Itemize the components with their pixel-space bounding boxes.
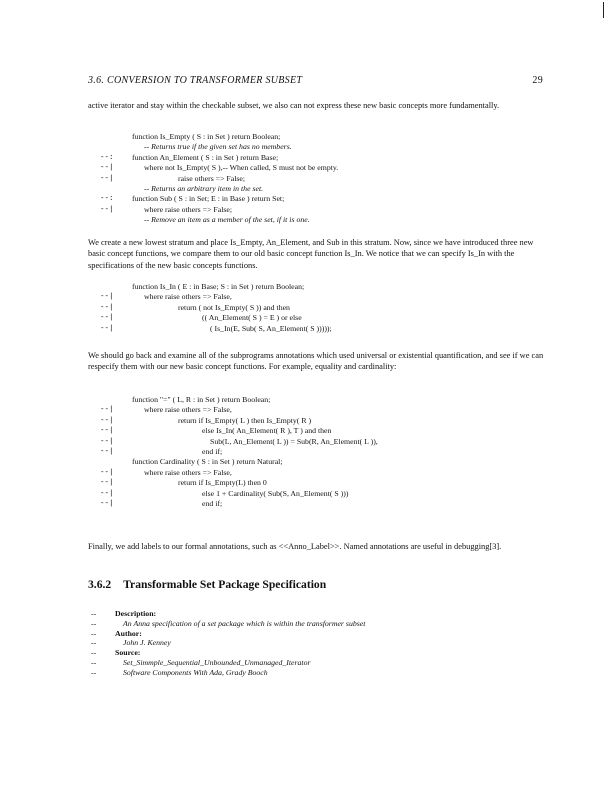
- annotation-marker: --|: [100, 479, 114, 488]
- annotation-marker: --:: [100, 195, 114, 204]
- comment-dash: --: [91, 609, 97, 618]
- code-text: where raise others => False,: [144, 292, 232, 302]
- code-text: end if;: [202, 446, 223, 456]
- comment-dash: --: [91, 667, 97, 677]
- code-text: raise others => False;: [178, 173, 246, 183]
- comment-dash: --: [91, 618, 97, 628]
- annotation-value: Set_Simmple_Sequential_Unbounded_Unmanaged_Iterator: [123, 657, 311, 667]
- annotation-marker: --|: [100, 489, 114, 498]
- page-edge-mark: [603, 2, 604, 18]
- code-text: function Cardinality ( S : in Set ) return Natural;: [132, 457, 283, 467]
- annotation-marker: --|: [100, 314, 114, 323]
- comment-dash: --: [91, 648, 97, 658]
- annotation-marker: --|: [100, 447, 114, 456]
- paragraph-4: Finally, we add labels to our formal annotations, such as <<Anno_Label>>. Named annotations are useful in debugging[3].: [88, 542, 502, 551]
- code-text: else 1 + Cardinality( Sub(S, An_Element( S ))): [202, 488, 349, 498]
- annotation-label: Author:: [115, 628, 142, 638]
- code-text: return if Is_Empty(L) then 0: [178, 478, 267, 488]
- page-number: 29: [532, 75, 543, 86]
- section-title: Transformable Set Package Specification: [123, 578, 327, 591]
- annotation-marker: --|: [100, 468, 114, 477]
- code-comment: -- Returns true if the given set has no members.: [144, 142, 292, 152]
- code-text: Sub(L, An_Element( L )) = Sub(R, An_Element( L )),: [210, 436, 378, 446]
- annotation-label: Description:: [115, 609, 157, 618]
- code-text: function Is_In ( E : in Base; S : in Set ) return Boolean;: [132, 282, 305, 291]
- annotation-marker: --|: [100, 406, 114, 415]
- annotation-marker: --|: [100, 205, 114, 214]
- annotation-marker: --|: [100, 293, 114, 302]
- code-text: where raise others => False,: [144, 467, 232, 477]
- annotation-marker: --|: [100, 164, 114, 173]
- comment-dash: --: [91, 638, 97, 648]
- annotation-value: John J. Kenney: [123, 638, 171, 648]
- code-text: else Is_In( An_Element( R ), T ) and then: [202, 426, 332, 436]
- code-text: where not Is_Empty( S ),-- When called, S must not be empty.: [144, 163, 339, 173]
- annotation-marker: --|: [100, 324, 114, 333]
- annotation-marker: --|: [100, 437, 114, 446]
- code-text: function Is_Empty ( S : in Set ) return Boolean;: [132, 132, 281, 141]
- comment-dash: --: [91, 628, 97, 638]
- code-text: function Sub ( S : in Set; E : in Base ) return Set;: [132, 194, 285, 204]
- annotation-marker: --|: [100, 416, 114, 425]
- annotation-value: Software Components With Ada, Grady Booch: [123, 667, 268, 677]
- code-comment: -- Remove an item as a member of the set, if it is one.: [144, 215, 310, 225]
- code-text: end if;: [202, 498, 223, 508]
- paragraph-1: active iterator and stay within the checkable subset, we also can not express these new basic concepts more fundamentally.: [88, 101, 500, 110]
- code-text: where raise others => False,: [144, 405, 232, 415]
- code-text: function An_Element ( S : in Set ) return Base;: [132, 152, 279, 162]
- annotation-marker: --|: [100, 427, 114, 436]
- annotation-marker: --|: [100, 174, 114, 183]
- paragraph-2: We create a new lowest stratum and place Is_Empty, An_Element, and Sub in this stratum. Now, since we have introduced three new basic concept functions, we compare them to our old basic concept function Is_In. We notice that we can specify Is_In with the specifications of the new basic concepts functions.: [88, 238, 534, 270]
- annotation-marker: --|: [100, 499, 114, 508]
- code-text: ( Is_In(E, Sub( S, An_Element( S )))));: [210, 323, 332, 333]
- code-text: return if Is_Empty( L ) then Is_Empty( R ): [178, 415, 312, 425]
- annotation-label: Source:: [115, 648, 141, 658]
- code-comment: -- Returns an arbitrary item in the set.: [144, 183, 264, 193]
- annotation-marker: --|: [100, 303, 114, 312]
- code-text: (( An_Element( S ) = E ) or else: [202, 313, 302, 323]
- paragraph-3: We should go back and examine all of the subprograms annotations which used universal or existential quantification, and see if we can respecify them with our new basic concept functions. For example, equality and cardinality:: [88, 351, 544, 372]
- code-text: where raise others => False;: [144, 204, 233, 214]
- section-number: 3.6.2: [88, 578, 112, 591]
- section-heading: [88, 578, 326, 591]
- annotation-value: An Anna specification of a set package which is within the transformer subset: [123, 618, 366, 628]
- annotation-marker: --:: [100, 153, 114, 162]
- comment-dash: --: [91, 657, 97, 667]
- code-text: return ( not Is_Empty( S )) and then: [178, 302, 290, 312]
- code-text: function "=" ( L, R : in Set ) return Boolean;: [132, 395, 271, 404]
- running-header: 3.6. CONVERSION TO TRANSFORMER SUBSET: [88, 75, 303, 86]
